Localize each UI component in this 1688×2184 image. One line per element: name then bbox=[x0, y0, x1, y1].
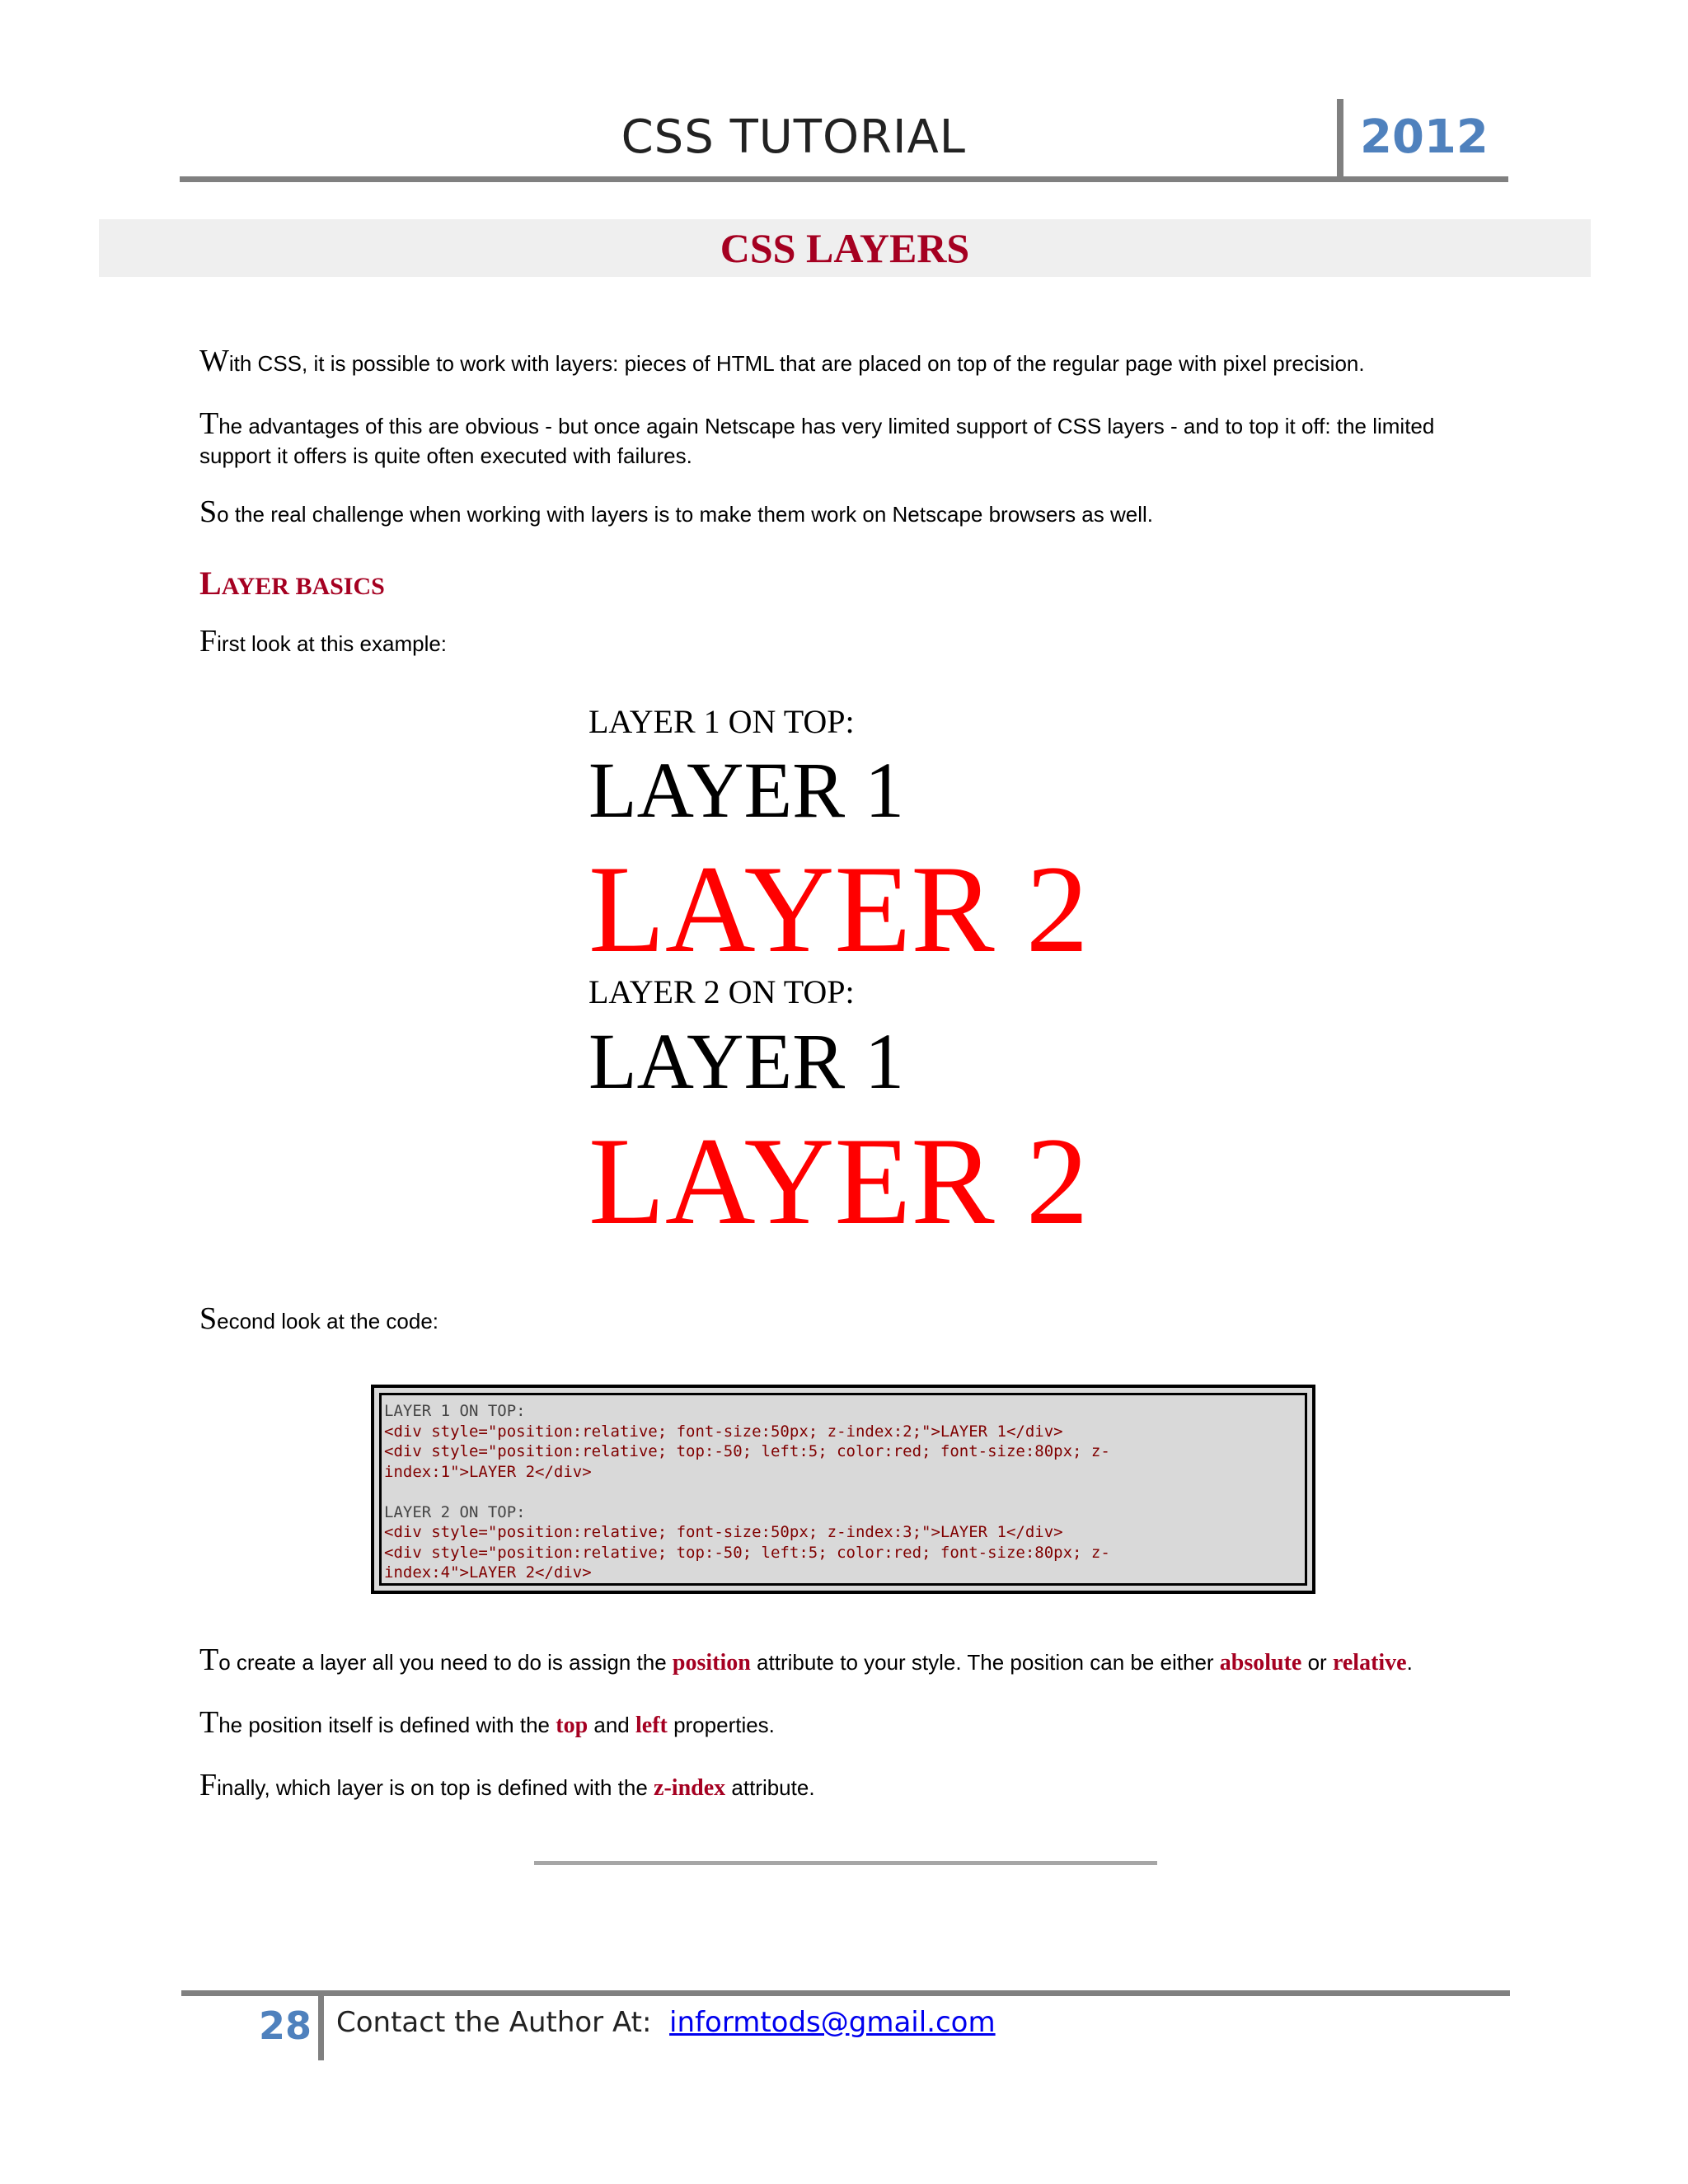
code-line: <div style="position:relative; top:-50; left:5; color:red; font-size:80px; z- bbox=[384, 1442, 1110, 1460]
author-email-link[interactable]: informtods@gmail.com bbox=[669, 2006, 996, 2039]
header-divider bbox=[1337, 99, 1343, 180]
drop-cap: F bbox=[199, 624, 218, 658]
subheading-cap: L bbox=[199, 565, 222, 602]
subheading-rest: AYER BASICS bbox=[221, 573, 385, 600]
footer-contact bbox=[336, 1999, 996, 2046]
drop-cap: T bbox=[199, 406, 219, 441]
text: attribute. bbox=[725, 1775, 815, 1800]
code-line: <div style="position:relative; font-size:50px; z-index:2;">LAYER 1</div> bbox=[384, 1422, 1063, 1441]
text: or bbox=[1301, 1650, 1333, 1675]
paragraph-top-left bbox=[199, 1705, 1493, 1741]
code-line: index:4">LAYER 2</div> bbox=[384, 1563, 592, 1582]
keyword-left: left bbox=[635, 1713, 668, 1738]
paragraph-code-intro bbox=[199, 1301, 1493, 1336]
demo-block2-layer1: LAYER 1 bbox=[588, 1017, 905, 1105]
paragraph-text: ith CSS, it is possible to work with layers: pieces of HTML that are placed on top of the regular page with pixel precision. bbox=[228, 351, 1365, 376]
section-title: CSS LAYERS bbox=[720, 225, 970, 271]
text: o create a layer all you need to do is assign the bbox=[218, 1650, 673, 1675]
text: inally, which layer is on top is defined with the bbox=[217, 1775, 654, 1800]
text: . bbox=[1406, 1650, 1413, 1675]
demo-label-2: LAYER 2 ON TOP: bbox=[588, 973, 855, 1010]
page-number: 28 bbox=[258, 2004, 312, 2048]
paragraph-text: o the real challenge when working with layers is to make them work on Netscape browsers as well. bbox=[217, 502, 1153, 527]
drop-cap: T bbox=[199, 1705, 219, 1740]
code-line: <div style="position:relative; font-size:50px; z-index:3;">LAYER 1</div> bbox=[384, 1523, 1063, 1541]
paragraph-challenge bbox=[199, 494, 1493, 529]
code-line: LAYER 1 ON TOP: bbox=[384, 1402, 526, 1420]
code-line: LAYER 2 ON TOP: bbox=[384, 1502, 526, 1521]
drop-cap: T bbox=[199, 1643, 219, 1677]
demo-block2-layer2: LAYER 2 bbox=[588, 1112, 1089, 1250]
section-end-rule bbox=[534, 1861, 1157, 1865]
text: attribute to your style. The position can be either bbox=[750, 1650, 1220, 1675]
code-line: <div style="position:relative; top:-50; left:5; color:red; font-size:80px; z- bbox=[384, 1543, 1110, 1562]
text: properties. bbox=[667, 1713, 775, 1737]
contact-label: Contact the Author At: bbox=[336, 2006, 652, 2039]
paragraph-example-intro bbox=[199, 626, 1493, 658]
demo-label-1: LAYER 1 ON TOP: bbox=[588, 703, 855, 740]
paragraph-intro bbox=[199, 346, 1493, 378]
paragraph-text: irst look at this example: bbox=[217, 631, 448, 656]
header-year: 2012 bbox=[1360, 110, 1489, 164]
keyword-z-index: z-index bbox=[654, 1775, 726, 1801]
subheading-layer-basics bbox=[199, 564, 385, 602]
header-title: CSS TUTORIAL bbox=[621, 110, 966, 164]
keyword-position: position bbox=[672, 1650, 751, 1675]
drop-cap: F bbox=[199, 1768, 218, 1802]
demo-block1-layer1: LAYER 1 bbox=[588, 746, 905, 834]
paragraph-position bbox=[199, 1645, 1518, 1678]
footer-divider bbox=[318, 1994, 324, 2060]
text: he position itself is defined with the bbox=[218, 1713, 556, 1737]
paragraph-text: he advantages of this are obvious - but once again Netscape has very limited support of CSS layers - and to top it off: the limited support it offers is quite often executed with failures. bbox=[199, 414, 1435, 468]
drop-cap: S bbox=[199, 494, 218, 529]
header-rule bbox=[180, 176, 1508, 182]
text: and bbox=[588, 1713, 635, 1737]
footer-rule bbox=[181, 1990, 1510, 1996]
paragraph-z-index bbox=[199, 1770, 1493, 1803]
keyword-absolute: absolute bbox=[1219, 1650, 1302, 1675]
drop-cap: W bbox=[199, 344, 229, 378]
keyword-relative: relative bbox=[1332, 1650, 1407, 1675]
drop-cap: S bbox=[199, 1301, 218, 1336]
paragraph-advantages bbox=[199, 406, 1493, 471]
code-line: index:1">LAYER 2</div> bbox=[384, 1462, 592, 1481]
keyword-top: top bbox=[556, 1713, 588, 1738]
demo-block1-layer2: LAYER 2 bbox=[588, 840, 1089, 978]
paragraph-text: econd look at the code: bbox=[217, 1309, 439, 1333]
